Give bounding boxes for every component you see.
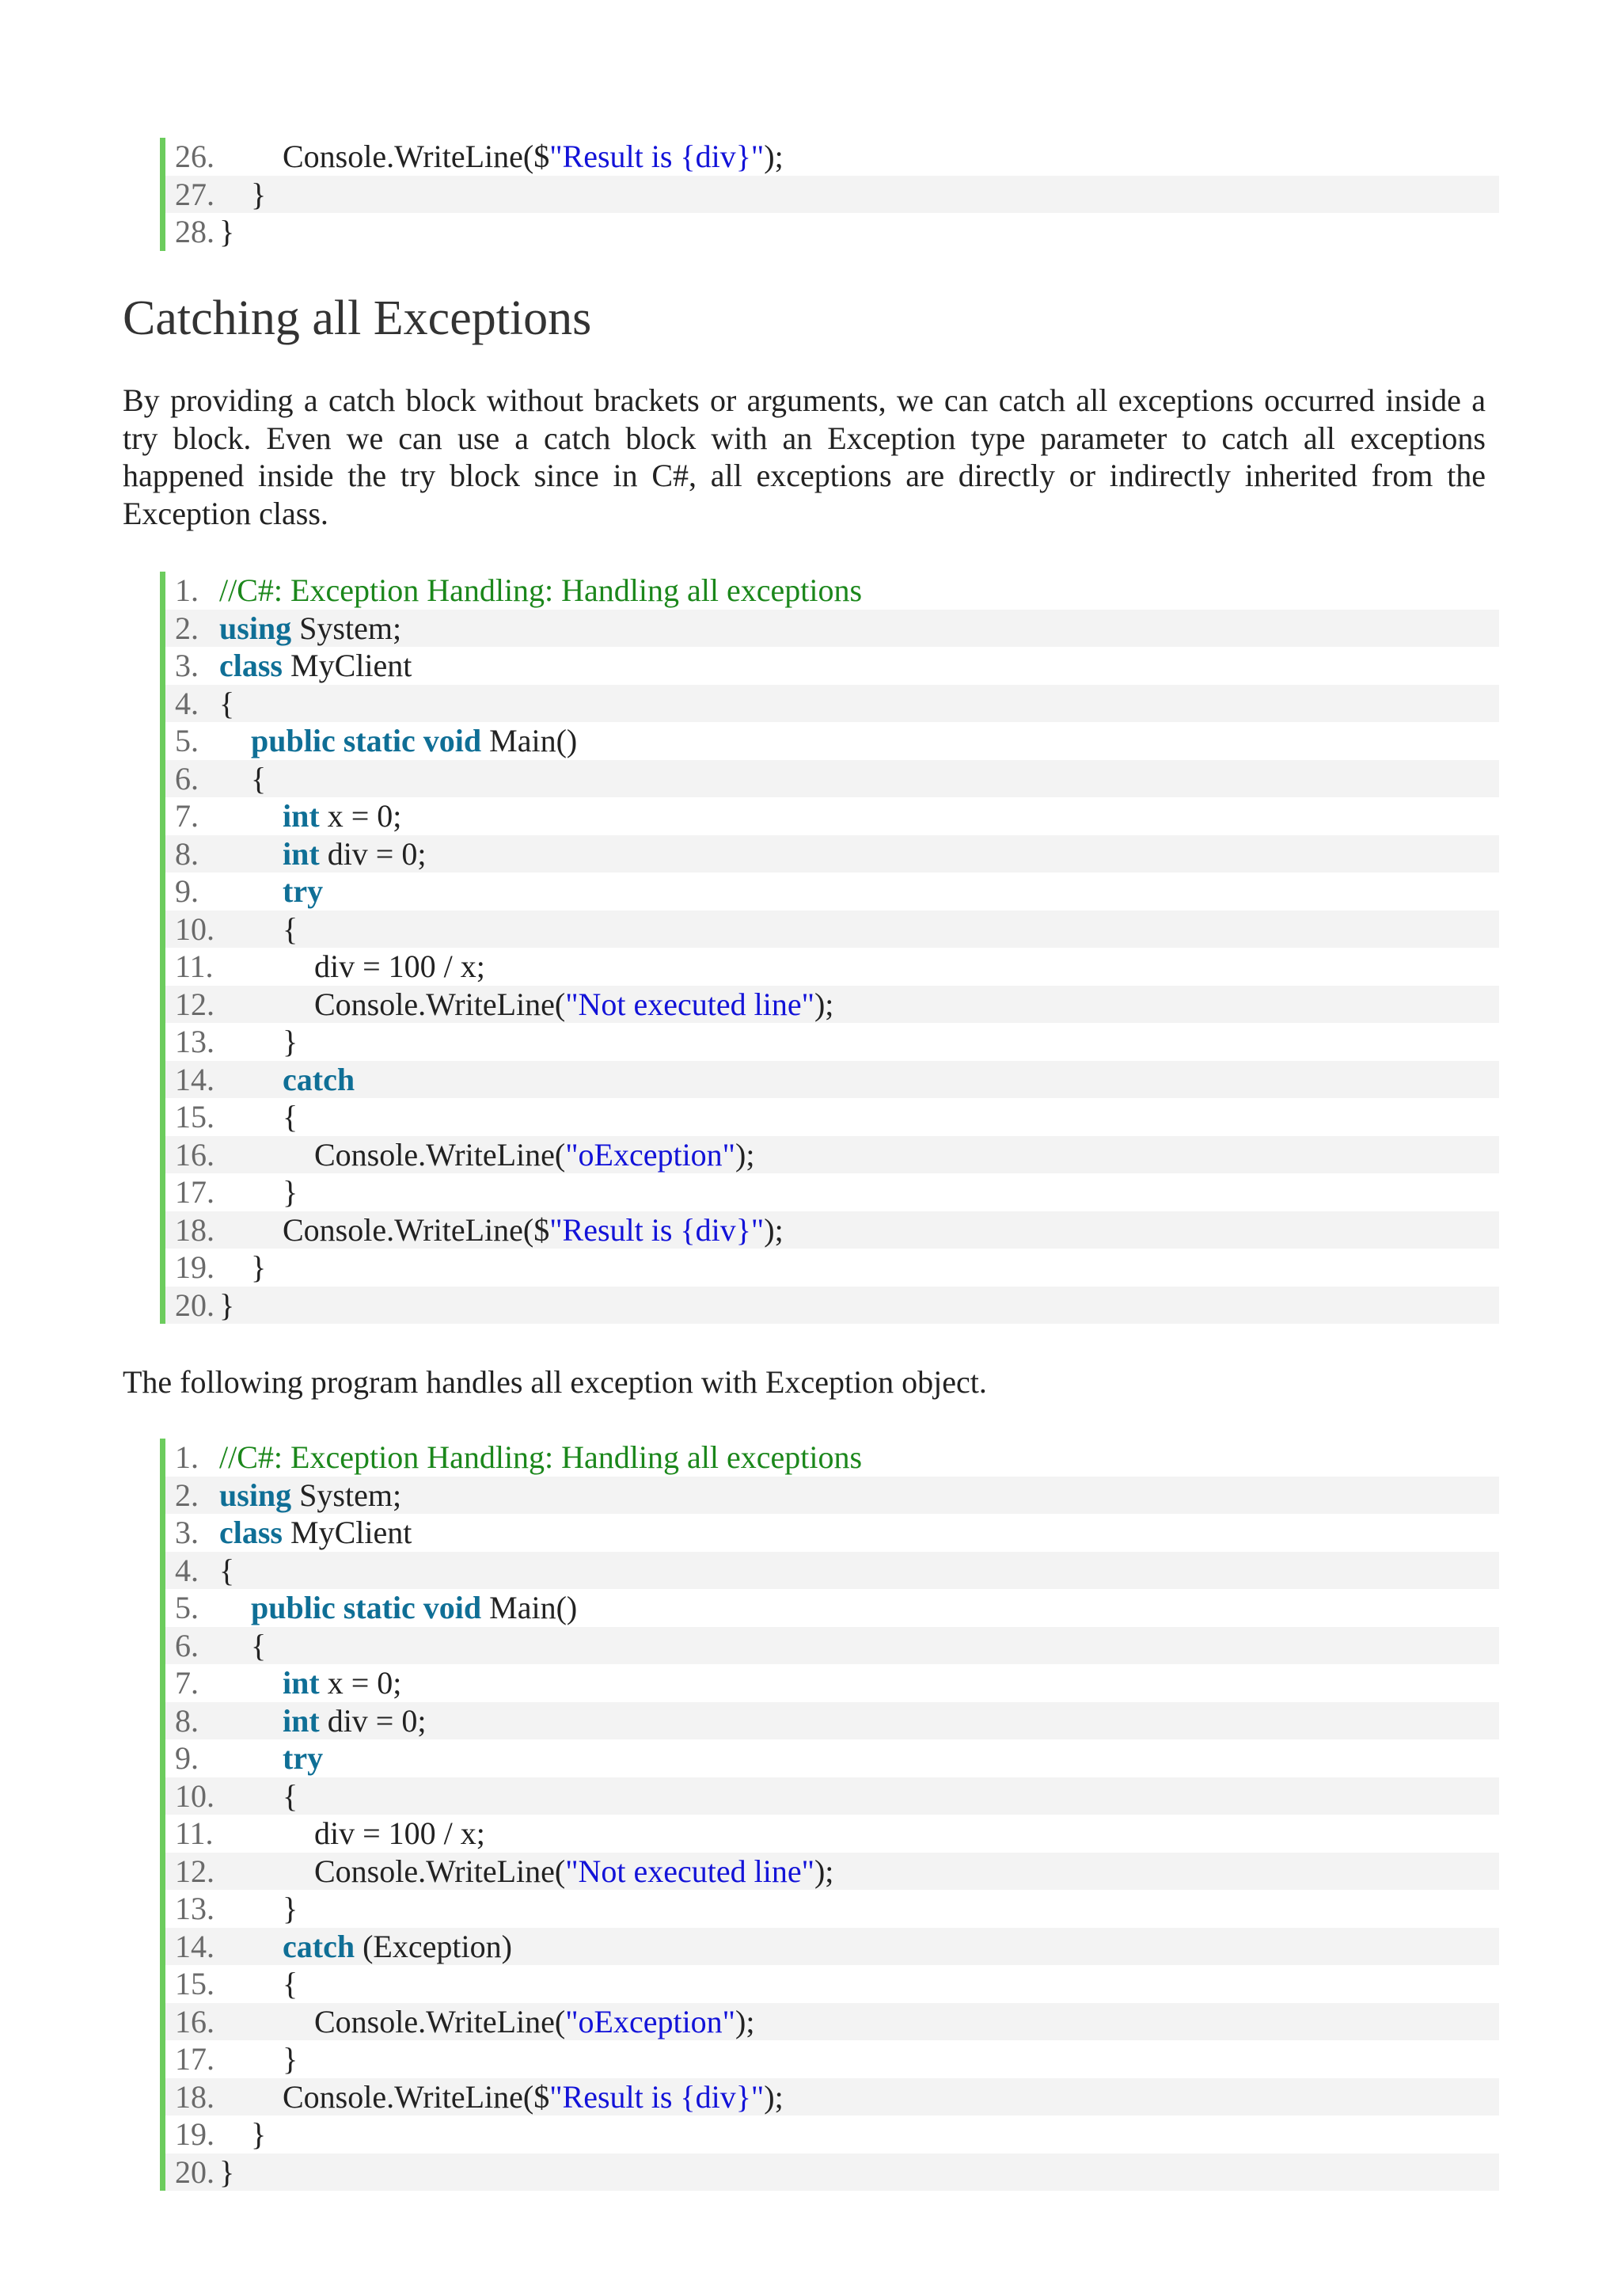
code-line [165,572,1499,610]
line-number: 12. [175,1853,214,1889]
code-line [165,835,1499,873]
line-number: 7. [175,1665,199,1701]
code-token: ); [814,1853,834,1889]
code-line [165,213,1499,251]
code-line [165,1853,1499,1891]
code-line [165,1815,1499,1853]
code-token: Main() [481,723,578,758]
code-line [165,1890,1499,1928]
line-number: 15. [175,1966,214,2001]
code-block-exception-object [160,1439,1499,2191]
code-token: } [219,1891,298,1926]
code-token: Console.WriteLine( [219,986,566,1022]
code-line [165,797,1499,835]
code-token: } [219,2041,298,2077]
line-number: 8. [175,835,199,872]
code-line [165,2003,1499,2041]
code-line [165,685,1499,723]
code-token: public static void [251,723,482,758]
code-token: using [219,1477,292,1513]
code-token: div = 0; [319,1702,427,1739]
code-token: ); [764,1211,784,1248]
code-token [219,1665,283,1701]
code-token: ); [814,986,834,1022]
line-number: 10. [175,910,214,947]
section-heading: Catching all Exceptions [123,291,592,345]
code-line [165,1477,1499,1515]
code-token: { [219,1627,267,1663]
code-token: } [219,1024,298,1059]
code-token: { [219,1966,298,2001]
code-token: catch [283,1061,355,1097]
code-token: div = 0; [319,835,427,872]
code-token: //C#: Exception Handling: Handling all exceptions [219,572,863,608]
line-number: 17. [175,1174,214,1210]
line-number: 12. [175,986,214,1022]
code-token: "oException" [565,1136,736,1173]
code-token: } [219,1174,298,1210]
code-token: { [219,685,235,721]
code-token: } [219,1249,267,1285]
code-token: div = 100 / x; [219,948,485,984]
line-number: 10. [175,1777,214,1814]
line-number: 4. [175,1552,199,1588]
code-line [165,1439,1499,1477]
code-token: int [283,1702,320,1739]
code-block-fragment [160,138,1499,251]
code-line [165,1287,1499,1325]
line-number: 9. [175,873,199,909]
code-line [165,760,1499,798]
line-number: 4. [175,685,199,721]
code-token: (Exception) [355,1928,512,1964]
code-token: } [219,176,267,212]
line-number: 14. [175,1061,214,1097]
intro-paragraph: By providing a catch block without brackets or arguments, we can catch all exceptions occurred inside a try block. Even we can use a catch block with an Exception type parameter to catch all exceptions happened inside the try block since in C#, all exceptions are directly or indirectly inherited from the Exception class. [123,382,1486,531]
line-number: 18. [175,1211,214,1248]
code-token: } [219,1287,235,1323]
code-token: div = 100 / x; [219,1815,485,1851]
code-line [165,910,1499,948]
code-token: int [283,835,320,872]
code-line [165,986,1499,1024]
code-line [165,2115,1499,2153]
code-line [165,2153,1499,2191]
code-token: "Result is {div}" [549,1211,765,1248]
line-number: 19. [175,2116,214,2152]
line-number: 3. [175,1515,199,1550]
line-number: 6. [175,1627,199,1663]
code-token: Console.WriteLine($ [219,2078,550,2115]
code-line [165,722,1499,760]
code-token: class [219,1515,283,1550]
code-token: } [219,2116,267,2152]
code-token: x = 0; [319,1665,402,1701]
line-number: 20. [175,2153,214,2190]
line-number: 2. [175,1477,199,1513]
code-token [219,1062,283,1097]
code-line [165,872,1499,910]
code-token: "Result is {div}" [549,139,765,174]
line-number: 3. [175,648,199,683]
code-line [165,1514,1499,1552]
line-number: 16. [175,1136,214,1173]
code-token: System; [291,610,402,646]
line-number: 13. [175,1891,214,1926]
code-token: int [283,1665,320,1701]
code-line [165,1136,1499,1174]
code-line [165,647,1499,685]
line-number: 27. [175,176,214,212]
line-number: 9. [175,1740,199,1776]
code-token: System; [291,1477,402,1513]
line-number: 14. [175,1928,214,1964]
code-token: MyClient [283,1515,412,1550]
line-number: 26. [175,139,214,174]
code-token [219,1929,283,1964]
code-token: "oException" [565,2003,736,2039]
code-token: { [219,1099,298,1135]
code-token [219,1703,283,1739]
code-token: } [219,2153,235,2190]
code-line [165,1173,1499,1211]
code-token [219,723,251,758]
code-token: int [283,798,320,834]
code-token: Console.WriteLine( [219,1136,566,1173]
code-token: { [219,910,298,947]
code-token: "Not executed line" [565,1853,814,1889]
code-token: { [219,1552,235,1588]
line-number: 8. [175,1702,199,1739]
code-token: public static void [251,1590,482,1625]
code-token: MyClient [283,648,412,683]
line-number: 18. [175,2078,214,2115]
line-number: 1. [175,1439,199,1475]
code-line [165,1211,1499,1249]
code-line [165,1965,1499,2003]
code-token: ); [764,2078,784,2115]
code-token [219,1590,251,1625]
code-line [165,1777,1499,1815]
line-number: 11. [175,948,214,984]
line-number: 11. [175,1815,214,1851]
code-token: Main() [481,1590,578,1625]
code-token: using [219,610,292,646]
code-line [165,176,1499,214]
line-number: 16. [175,2003,214,2039]
line-number: 28. [175,214,214,249]
code-token: "Not executed line" [565,986,814,1022]
code-line [165,1249,1499,1287]
code-line [165,1664,1499,1702]
line-number: 6. [175,760,199,796]
code-line [165,2040,1499,2078]
code-line [165,1739,1499,1777]
line-number: 1. [175,572,199,608]
code-token: try [283,873,324,909]
line-number: 17. [175,2041,214,2077]
code-token: { [219,1777,298,1814]
code-token [219,836,283,872]
code-token: try [283,1740,324,1776]
code-token: ); [764,139,784,174]
code-line [165,138,1499,176]
code-line [165,1589,1499,1627]
following-paragraph: The following program handles all exception with Exception object. [123,1364,987,1400]
code-token [219,798,283,834]
line-number: 5. [175,1590,199,1625]
code-line [165,1627,1499,1665]
code-token [219,873,283,909]
code-token: Console.WriteLine( [219,2003,566,2039]
line-number: 5. [175,723,199,758]
code-token: } [219,214,235,249]
code-token: x = 0; [319,798,402,834]
code-token: Console.WriteLine( [219,1853,566,1889]
code-line [165,1928,1499,1966]
code-line [165,1061,1499,1099]
line-number: 13. [175,1024,214,1059]
code-line [165,1552,1499,1590]
line-number: 7. [175,798,199,834]
code-token: Console.WriteLine($ [219,139,550,174]
code-token: ); [735,1136,755,1173]
code-line [165,1702,1499,1740]
code-token [219,1740,283,1776]
line-number: 19. [175,1249,214,1285]
code-line [165,1098,1499,1136]
code-line [165,948,1499,986]
code-token: //C#: Exception Handling: Handling all exceptions [219,1439,863,1475]
code-token: { [219,760,267,796]
code-token: ); [735,2003,755,2039]
code-line [165,1023,1499,1061]
code-token: class [219,648,283,683]
line-number: 15. [175,1099,214,1135]
code-token: "Result is {div}" [549,2078,765,2115]
code-line [165,2078,1499,2116]
code-token: catch [283,1928,355,1964]
line-number: 20. [175,1287,214,1323]
code-token: Console.WriteLine($ [219,1211,550,1248]
line-number: 2. [175,610,199,646]
code-block-catch-all [160,572,1499,1324]
code-line [165,610,1499,648]
